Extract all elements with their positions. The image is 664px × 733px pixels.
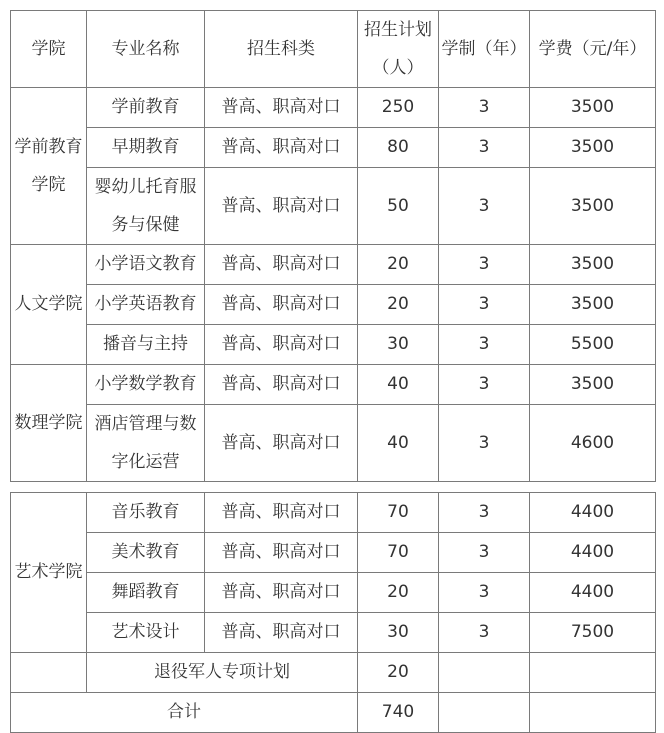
header-category: 招生科类 (205, 11, 358, 88)
major-cell: 早期教育 (87, 128, 205, 168)
special-blank-cell (530, 653, 656, 693)
table-row (11, 573, 656, 613)
category-cell: 普高、职高对口 (205, 613, 358, 653)
tuition-cell: 4400 (530, 573, 656, 613)
table-row (11, 88, 656, 128)
plan-cell: 250 (358, 88, 439, 128)
duration-cell: 3 (439, 573, 530, 613)
total-row (11, 693, 656, 733)
category-cell: 普高、职高对口 (205, 325, 358, 365)
table-row (11, 128, 656, 168)
enrollment-table-upper (10, 10, 656, 482)
major-cell: 酒店管理与数字化运营 (87, 405, 205, 482)
tuition-cell: 3500 (530, 365, 656, 405)
table-row (11, 613, 656, 653)
duration-cell: 3 (439, 365, 530, 405)
duration-cell: 3 (439, 245, 530, 285)
table-row (11, 405, 656, 482)
plan-cell: 50 (358, 168, 439, 245)
major-cell: 婴幼儿托育服务与保健 (87, 168, 205, 245)
header-duration: 学制（年） (439, 11, 530, 88)
header-plan: 招生计划（人） (358, 11, 439, 88)
major-cell: 艺术设计 (87, 613, 205, 653)
college-cell: 人文学院 (11, 245, 87, 365)
category-cell: 普高、职高对口 (205, 493, 358, 533)
major-cell: 美术教育 (87, 533, 205, 573)
header-row (11, 11, 656, 88)
total-blank-cell (439, 693, 530, 733)
category-cell: 普高、职高对口 (205, 405, 358, 482)
major-cell: 音乐教育 (87, 493, 205, 533)
table-row (11, 285, 656, 325)
plan-cell: 20 (358, 573, 439, 613)
special-plan-value: 20 (358, 653, 439, 693)
plan-cell: 40 (358, 405, 439, 482)
college-cell: 数理学院 (11, 365, 87, 482)
category-cell: 普高、职高对口 (205, 168, 358, 245)
tuition-cell: 3500 (530, 88, 656, 128)
college-cell: 学前教育学院 (11, 88, 87, 245)
duration-cell: 3 (439, 285, 530, 325)
plan-cell: 40 (358, 365, 439, 405)
tuition-cell: 3500 (530, 128, 656, 168)
special-plan-label: 退役军人专项计划 (87, 653, 358, 693)
college-cell: 艺术学院 (11, 493, 87, 653)
plan-cell: 70 (358, 533, 439, 573)
category-cell: 普高、职高对口 (205, 573, 358, 613)
duration-cell: 3 (439, 533, 530, 573)
major-cell: 小学语文教育 (87, 245, 205, 285)
table-row (11, 533, 656, 573)
category-cell: 普高、职高对口 (205, 88, 358, 128)
header-tuition: 学费（元/年） (530, 11, 656, 88)
tuition-cell: 5500 (530, 325, 656, 365)
major-cell: 播音与主持 (87, 325, 205, 365)
major-cell: 小学英语教育 (87, 285, 205, 325)
special-blank-cell (439, 653, 530, 693)
duration-cell: 3 (439, 613, 530, 653)
total-blank-cell (530, 693, 656, 733)
duration-cell: 3 (439, 325, 530, 365)
tuition-cell: 3500 (530, 285, 656, 325)
major-cell: 小学数学教育 (87, 365, 205, 405)
duration-cell: 3 (439, 128, 530, 168)
category-cell: 普高、职高对口 (205, 245, 358, 285)
plan-cell: 80 (358, 128, 439, 168)
category-cell: 普高、职高对口 (205, 285, 358, 325)
tuition-cell: 4600 (530, 405, 656, 482)
tuition-cell: 3500 (530, 245, 656, 285)
table-row (11, 365, 656, 405)
tuition-cell: 3500 (530, 168, 656, 245)
special-blank-cell (11, 653, 87, 693)
tuition-cell: 4400 (530, 533, 656, 573)
plan-cell: 70 (358, 493, 439, 533)
tuition-cell: 4400 (530, 493, 656, 533)
category-cell: 普高、职高对口 (205, 128, 358, 168)
plan-cell: 20 (358, 285, 439, 325)
table-row (11, 168, 656, 245)
table-row (11, 493, 656, 533)
total-label: 合计 (11, 693, 358, 733)
table-row (11, 245, 656, 285)
major-cell: 舞蹈教育 (87, 573, 205, 613)
header-major: 专业名称 (87, 11, 205, 88)
duration-cell: 3 (439, 405, 530, 482)
duration-cell: 3 (439, 493, 530, 533)
duration-cell: 3 (439, 88, 530, 128)
plan-cell: 30 (358, 613, 439, 653)
enrollment-table-lower (10, 492, 656, 733)
total-value: 740 (358, 693, 439, 733)
duration-cell: 3 (439, 168, 530, 245)
special-plan-row (11, 653, 656, 693)
major-cell: 学前教育 (87, 88, 205, 128)
category-cell: 普高、职高对口 (205, 365, 358, 405)
header-college: 学院 (11, 11, 87, 88)
tuition-cell: 7500 (530, 613, 656, 653)
category-cell: 普高、职高对口 (205, 533, 358, 573)
plan-cell: 30 (358, 325, 439, 365)
table-row (11, 325, 656, 365)
plan-cell: 20 (358, 245, 439, 285)
